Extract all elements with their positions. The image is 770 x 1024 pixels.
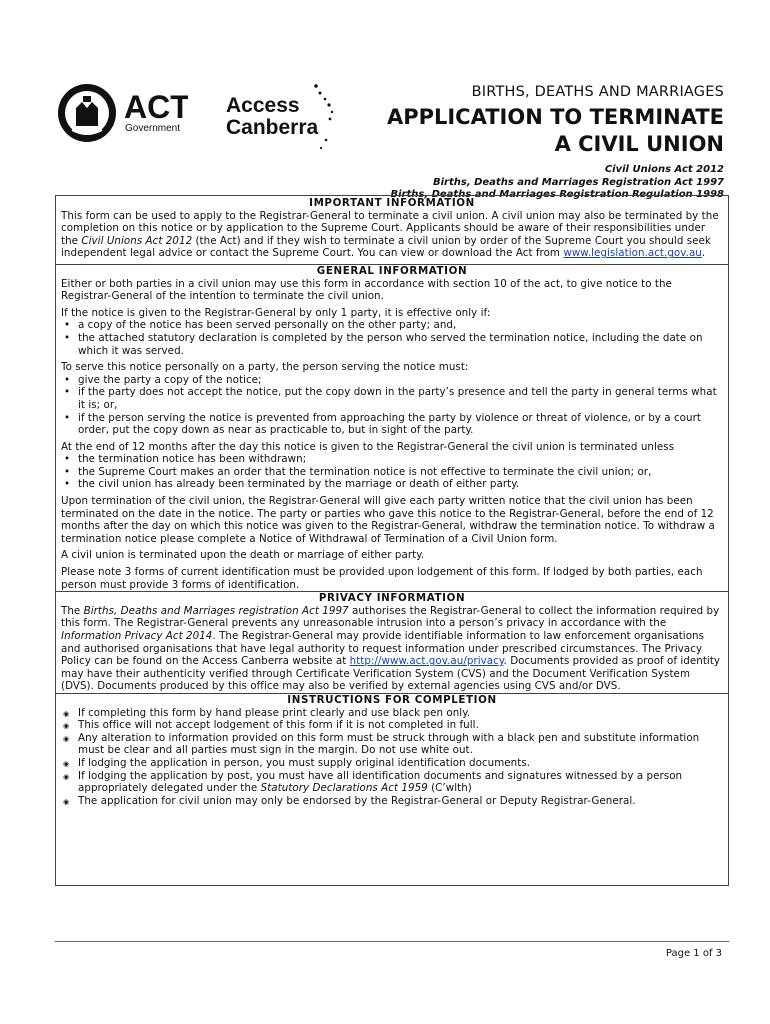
- general-paragraph-4: At the end of 12 months after the day this notice is given to the Registrar-General the civil union is terminated unless: [61, 440, 675, 453]
- text-run: authorises the Registrar-General to collect the information required by this form. The Registrar-General prevents any unreasonable intrusion into a person’s privacy in accordance with the: [61, 604, 720, 630]
- act-reference: Births, Deaths and Marriages registration Act 1997: [83, 604, 349, 617]
- act-reference: Civil Unions Act 2012: [81, 234, 193, 247]
- general-paragraph-3: To serve this notice personally on a party, the person serving the notice must:: [61, 361, 469, 374]
- access-logo-line2: Canberra: [226, 116, 319, 139]
- privacy-information-title: PRIVACY INFORMATION: [318, 592, 466, 605]
- text-run: (the Act) and if they wish to terminate a civil union by order of the Supreme Court you should seek independent legal advice or contact the Supreme Court. You can view or download the Act from: [61, 234, 711, 260]
- general-paragraph-1: Either or both parties in a civil union may use this form in accordance with section 10 of the act, to give notice to the Registrar-General of the intention to terminate the civil union.: [61, 277, 672, 303]
- legislation-item: Births, Deaths and Marriages Registration Regulation 1998: [390, 189, 724, 200]
- information-box: [55, 195, 729, 886]
- header-text: [387, 84, 724, 202]
- instruction-item: ◉ The application for civil union may only be endorsed by the Registrar-General or Deputy Registrar-General.: [61, 795, 723, 808]
- instruction-item: ◉ This office will not accept lodgement of this form if it is not completed in full.: [61, 719, 723, 732]
- page-number: Page 1 of 3: [665, 948, 722, 959]
- privacy-policy-link[interactable]: http://www.act.gov.au/privacy: [349, 655, 504, 668]
- termination-exceptions-list: [61, 453, 723, 491]
- form-title: [387, 104, 724, 158]
- act-logo-sub: Government: [125, 123, 181, 134]
- important-paragraph: [61, 210, 723, 260]
- instructions-list: [61, 707, 723, 808]
- act-reference: Information Privacy Act 2014: [61, 630, 213, 642]
- text-run: (C’wlth): [427, 782, 472, 795]
- form-title-line2: A CIVIL UNION: [554, 132, 724, 156]
- instruction-item: [61, 770, 723, 795]
- list-item: • give the party a copy of the notice;: [61, 374, 723, 387]
- privacy-paragraph: [61, 605, 723, 693]
- list-item: • if the person serving the notice is prevented from approaching the party by violence or threat of violence, or by a court order, put the copy down as near as practicable to, but in sight of the party.: [61, 412, 723, 437]
- legislation-link[interactable]: www.legislation.act.gov.au: [563, 247, 702, 260]
- act-logo-text: ACT: [124, 89, 188, 125]
- general-information-title: GENERAL INFORMATION: [316, 264, 468, 277]
- general-paragraph-7: Please note 3 forms of current identification must be provided upon lodgement of this form. If lodged by both parties, each person must provide 3 forms of identification.: [61, 566, 703, 591]
- list-item: • the civil union has already been terminated by the marriage or death of either party.: [61, 478, 723, 491]
- footer-divider: [55, 941, 729, 942]
- access-logo-line1: Access: [226, 94, 300, 117]
- instructions-title: INSTRUCTIONS FOR COMPLETION: [287, 693, 497, 706]
- text-run: The: [61, 604, 84, 617]
- list-item: • the attached statutory declaration is completed by the person who served the termination notice, including the date on which it was served.: [61, 332, 723, 357]
- legislation-item: Births, Deaths and Marriages Registration Act 1997: [432, 176, 724, 188]
- text-run: .: [701, 247, 706, 260]
- instruction-item: ◉ If completing this form by hand please print clearly and use black pen only.: [61, 707, 723, 720]
- page-header: [0, 0, 770, 200]
- form-title-line1: APPLICATION TO TERMINATE: [386, 105, 724, 129]
- serving-notice-list: [61, 374, 723, 437]
- general-paragraph-6: A civil union is terminated upon the death or marriage of either party.: [61, 549, 425, 562]
- instruction-item: ◉ Any alteration to information provided on this form must be struck through with a black pen and substitute information must be clear and all parties must sign in the margin. Do not use white out.: [61, 732, 723, 757]
- text-run: . The Registrar-General may provide identifiable information to law enforcement organisations and authorised organisations that have legal authority to request information under prescribed circumstances. The Privacy Policy can be found on the Access Canberra website at: [61, 630, 705, 668]
- list-item: • the termination notice has been withdrawn;: [61, 453, 723, 466]
- act-government-logo: [56, 82, 188, 150]
- list-item: • the Supreme Court makes an order that the termination notice is not effective to terminate the civil union; or,: [61, 466, 723, 479]
- text-run: This form can be used to apply to the Registrar-General to terminate a civil union. A civil union may also be terminated by the completion on this notice or by application to the Supreme Court. Applicants should be aware of their responsibilities under the: [61, 209, 719, 247]
- department-name: BIRTHS, DEATHS AND MARRIAGES: [471, 84, 724, 100]
- list-item: • if the party does not accept the notice, put the copy down in the party’s presence and tell the party in general terms what it is; or,: [61, 386, 723, 411]
- single-party-conditions-list: [61, 319, 723, 357]
- access-canberra-logo: [226, 82, 338, 158]
- act-reference: Statutory Declarations Act 1959: [260, 782, 428, 795]
- text-run: If lodging the application by post, you must have all identification documents and signatures witnessed by a person appropriately delegated under the: [78, 769, 683, 795]
- legislation-item: Civil Unions Act 2012: [604, 164, 724, 175]
- important-information-title: IMPORTANT INFORMATION: [309, 197, 475, 209]
- instruction-item: ◉ If lodging the application in person, you must supply original identification documents.: [61, 757, 723, 770]
- general-paragraph-2: If the notice is given to the Registrar-General by only 1 party, it is effective only if:: [61, 306, 491, 319]
- text-run: . Documents provided as proof of identity may have their authenticity verified through Certificate Verification System (CVS) and the Document Verification System (DVS). Documents produced by this office may also be verified by external agencies using CVS and/or DVS.: [61, 655, 721, 693]
- general-paragraph-5: Upon termination of the civil union, the Registrar-General will give each party written notice that the civil union has been terminated on the date in the notice. The party or parties who gave this notice to the Registrar-General, before the end of 12 months after the day on which this notice was given to the Registrar-General, withdraw the termination notice. To withdraw a termination notice please complete a Notice of Withdrawal of Termination of a Civil Union form.: [61, 495, 715, 545]
- list-item: • a copy of the notice has been served personally on the other party; and,: [61, 319, 723, 332]
